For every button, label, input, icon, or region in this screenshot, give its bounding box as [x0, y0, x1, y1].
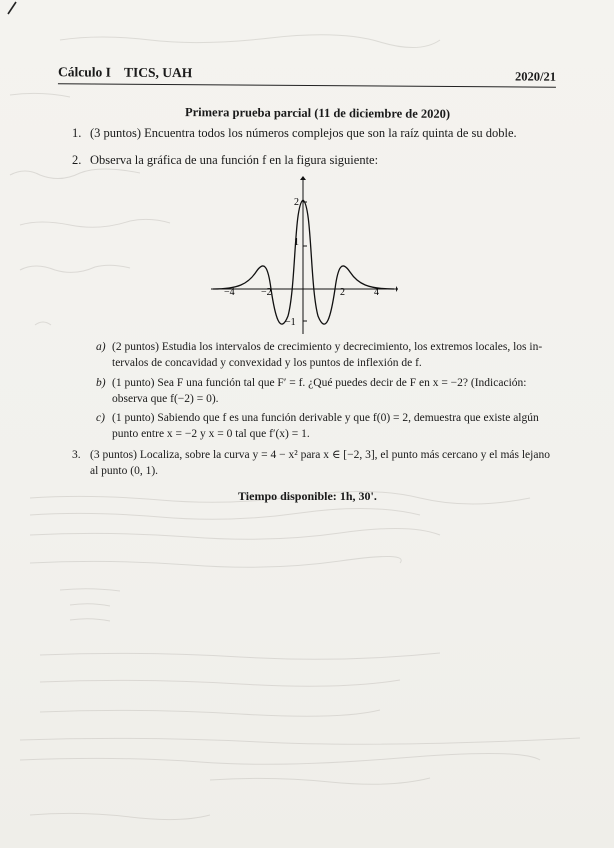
time-label: Tiempo disponible: — [238, 489, 337, 503]
x-tick-label-2: 2 — [340, 287, 345, 298]
exam-header — [58, 64, 556, 89]
question-2c — [96, 410, 562, 442]
question-3 — [72, 447, 552, 479]
question-2c-label: c) — [96, 412, 105, 424]
question-3-number: 3. — [72, 449, 81, 461]
y-tick-label-1: 1 — [294, 237, 299, 248]
time-available — [238, 489, 377, 504]
x-tick-label-minus-2: −2 — [261, 287, 272, 298]
question-2 — [72, 152, 378, 168]
x-tick-label-minus-4: −4 — [224, 287, 235, 298]
question-2-number: 2. — [72, 153, 82, 167]
question-2-text: Observa la gráfica de una función f en la figura siguiente: — [90, 153, 379, 167]
question-2a-line2: tervalos de concavidad y convexidad y los puntos de inflexión de f. — [112, 357, 422, 369]
question-1-number: 1. — [72, 126, 82, 140]
header-left — [58, 64, 202, 81]
question-2c-line1: (1 punto) Sabiendo que f es una función derivable y que f(0) = 2, demuestra que existe algún — [112, 412, 539, 424]
question-3-line1: (3 puntos) Localiza, sobre la curva y = 4 − x² para x ∈ [−2, 3], el punto más cercano y el más lejano — [90, 449, 550, 461]
question-1-text: (3 puntos) Encuentra todos los números complejos que son la raíz quinta de su doble. — [90, 126, 517, 140]
course-name: Cálculo I — [57, 64, 111, 80]
program-name: TICS, UAH — [124, 64, 193, 81]
x-tick-label-4: 4 — [374, 287, 379, 298]
question-2b-line2: observa que f(−2) = 0). — [112, 393, 219, 405]
question-3-line2: al punto (0, 1). — [90, 465, 159, 477]
question-1 — [72, 125, 517, 141]
header-rule — [58, 83, 556, 88]
y-tick-label-2: 2 — [294, 197, 299, 208]
question-2a — [96, 339, 562, 371]
time-value: 1h, 30'. — [339, 489, 377, 503]
y-tick-label-minus-1: −1 — [285, 317, 296, 328]
question-2b — [96, 375, 562, 407]
x-axis-arrow — [396, 286, 398, 292]
question-2a-line1: (2 puntos) Estudia los intervalos de crecimiento y decrecimiento, los extremos locales, los in- — [112, 341, 543, 353]
y-axis-arrow — [300, 176, 306, 180]
question-2b-label: b) — [96, 377, 106, 389]
academic-year: 2020/21 — [514, 69, 557, 84]
question-2b-line1: (1 punto) Sea F una función tal que F′ = f. ¿Qué puedes decir de F en x = −2? (Indicación: — [112, 377, 527, 389]
pen-mark — [2, 0, 42, 40]
exam-title: Primera prueba parcial (11 de diciembre de 2020) — [184, 105, 451, 121]
question-2c-line2: punto entre x = −2 y x = 0 tal que f′(x) = 1. — [112, 428, 310, 440]
function-graph — [208, 176, 398, 336]
question-2a-label: a) — [96, 341, 106, 353]
